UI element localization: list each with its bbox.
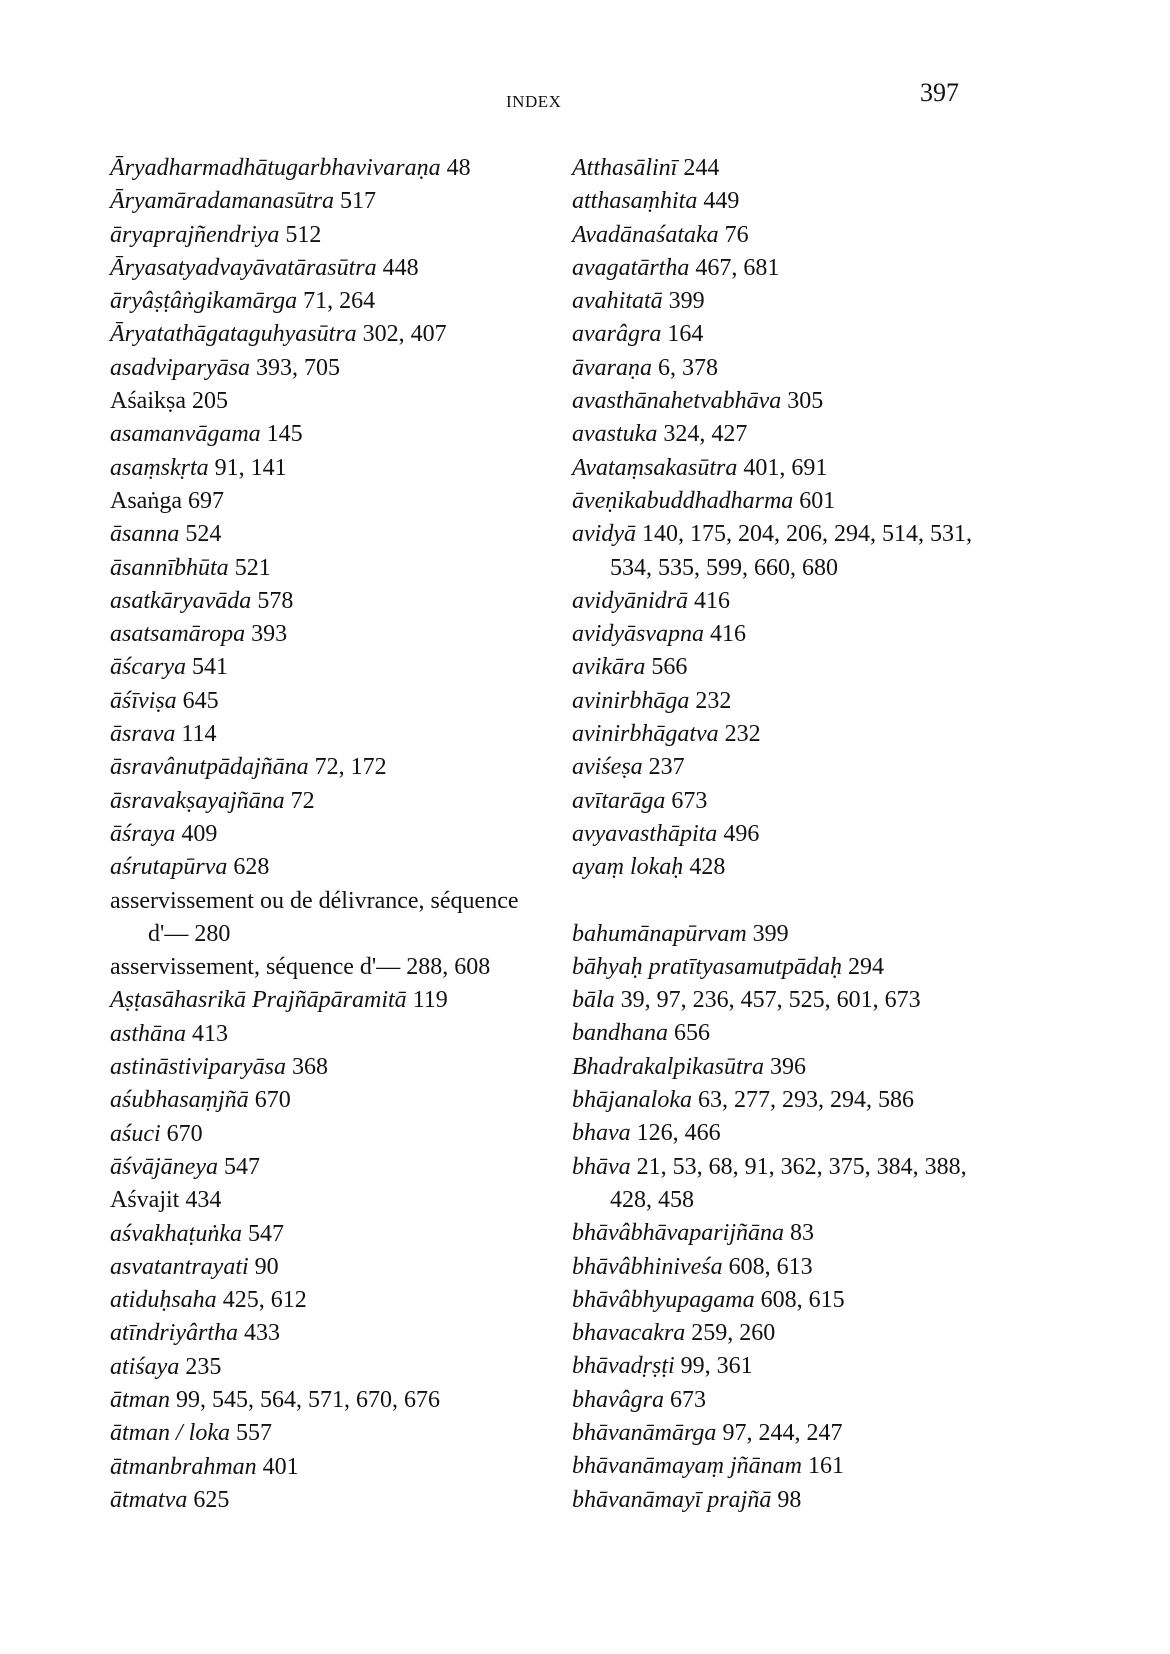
index-entry xyxy=(110,552,530,585)
index-entry xyxy=(110,651,530,684)
index-term: avagatārtha xyxy=(572,254,690,281)
index-entry xyxy=(110,984,530,1017)
index-term: āryâṣṭâṅgikamārga xyxy=(110,288,298,315)
page-refs: 578 xyxy=(257,587,294,614)
page-refs: 547 xyxy=(247,1220,284,1247)
index-entry xyxy=(572,818,992,851)
page-refs: 393 xyxy=(251,621,288,648)
page-refs: 625 xyxy=(193,1486,230,1513)
page-refs: 673 xyxy=(671,787,708,814)
index-entry xyxy=(572,185,992,218)
index-term: āveṇikabuddhadharma xyxy=(572,487,794,514)
index-term: Aṣṭasāhasrikā Prajñāpāramitā xyxy=(110,987,407,1014)
index-entry xyxy=(110,885,530,952)
index-entry xyxy=(572,1251,992,1284)
index-entry xyxy=(110,518,530,551)
index-term: āsravakṣayajñāna xyxy=(110,787,285,814)
index-entry xyxy=(110,1351,530,1384)
index-term: avinirbhāgatva xyxy=(572,721,719,748)
page-refs: 697 xyxy=(187,487,224,514)
index-term: bhāvâbhāvaparijñāna xyxy=(572,1220,784,1247)
index-term: aśubhasaṃjñā xyxy=(110,1087,249,1114)
index-entry xyxy=(110,318,530,351)
index-term: āsannībhūta xyxy=(110,554,229,581)
index-entry xyxy=(110,285,530,318)
index-entry xyxy=(110,185,530,218)
index-term: ayaṃ lokaḥ xyxy=(572,854,684,881)
index-entry xyxy=(572,152,992,185)
index-term: bhava xyxy=(572,1120,631,1147)
index-term: avyavasthāpita xyxy=(572,820,718,847)
index-term: ātman xyxy=(110,1386,170,1413)
index-term: asatsamāropa xyxy=(110,621,246,648)
index-entry xyxy=(572,452,992,485)
index-entry xyxy=(572,1051,992,1084)
index-entry xyxy=(110,352,530,385)
page-refs: 21, 53, 68, 91, 362, 375, 384, 388, 428, 458 xyxy=(610,1153,967,1213)
index-entry xyxy=(572,418,992,451)
index-entry xyxy=(110,252,530,285)
index-term: bhāvanāmārga xyxy=(572,1419,717,1446)
index-term: atiśaya xyxy=(110,1353,180,1380)
index-entry xyxy=(110,618,530,651)
page-refs: 99, 545, 564, 571, 670, 676 xyxy=(176,1386,440,1413)
index-term: bāla xyxy=(572,987,615,1014)
index-entry xyxy=(572,585,992,618)
index-term: āścarya xyxy=(110,654,186,681)
page-number: 397 xyxy=(920,78,959,107)
index-term: Atthasālinī xyxy=(572,155,678,181)
index-term: bhāvanāmayī prajñā xyxy=(572,1486,772,1513)
index-term: asamanvāgama xyxy=(110,421,261,448)
page-refs: 467, 681 xyxy=(695,254,780,281)
page-refs: 91, 141 xyxy=(214,454,287,481)
page-refs: 6, 378 xyxy=(658,354,718,381)
page-refs: 601 xyxy=(799,487,836,514)
index-entry xyxy=(572,1084,992,1117)
index-term: Aśvajit xyxy=(110,1187,180,1214)
index-entry xyxy=(572,1151,992,1218)
page-refs: 608, 615 xyxy=(760,1286,845,1313)
index-term: Āryadharmadhātugarbhavivaraṇa xyxy=(110,155,441,181)
page-refs: 448 xyxy=(382,254,419,281)
page-refs: 521 xyxy=(234,554,271,581)
page-refs: 416 xyxy=(709,621,746,648)
index-entry xyxy=(110,1118,530,1151)
index-term: bhavâgra xyxy=(572,1386,664,1413)
index-column-right xyxy=(572,152,992,1517)
index-term: asaṃskṛta xyxy=(110,454,209,481)
index-entry xyxy=(110,1251,530,1284)
index-term: Āryasatyadvayāvatārasūtra xyxy=(110,254,377,281)
index-entry xyxy=(572,219,992,252)
index-entry xyxy=(110,152,530,185)
index-term: ātman / loka xyxy=(110,1420,230,1447)
index-term: bhāvanāmayaṃ jñānam xyxy=(572,1453,802,1480)
index-entry xyxy=(110,1484,530,1517)
index-entry xyxy=(110,219,530,252)
page-refs: 145 xyxy=(266,421,303,448)
index-entry xyxy=(572,518,992,585)
index-entry xyxy=(110,1018,530,1051)
running-head: INDEX xyxy=(506,92,562,111)
index-entry xyxy=(110,385,530,418)
page-refs: 98 xyxy=(777,1486,802,1513)
index-term: Aśaikṣa xyxy=(110,388,186,415)
index-term: Āryatathāgataguhyasūtra xyxy=(110,321,357,348)
page-refs: 324, 427 xyxy=(663,421,748,448)
page-refs: 119 xyxy=(412,987,448,1014)
index-term: bhāvâbhiniveśa xyxy=(572,1253,723,1280)
page-refs: 368 xyxy=(292,1054,329,1081)
page-refs: 670 xyxy=(254,1087,291,1114)
page-refs: 72 xyxy=(290,787,315,814)
index-entry xyxy=(110,1184,530,1217)
index-entry xyxy=(572,751,992,784)
index-term: ātmanbrahman xyxy=(110,1453,257,1480)
page-refs: 232 xyxy=(695,687,732,714)
index-entry xyxy=(572,918,992,951)
page-refs: 512 xyxy=(285,221,322,248)
index-term: avahitatā xyxy=(572,288,663,315)
page-refs: 302, 407 xyxy=(362,321,447,348)
index-entry xyxy=(572,984,992,1017)
index-term: avidyānidrā xyxy=(572,587,688,614)
index-term: astināstiviparyāsa xyxy=(110,1054,287,1081)
page-refs: 76 xyxy=(724,221,749,248)
index-entry xyxy=(572,1384,992,1417)
page-refs: 235 xyxy=(185,1353,222,1380)
index-term: aśrutapūrva xyxy=(110,854,228,881)
index-entry xyxy=(572,685,992,718)
index-term: avastuka xyxy=(572,421,658,448)
page-refs: 547 xyxy=(223,1153,260,1180)
index-entry xyxy=(110,1317,530,1350)
index-entry xyxy=(572,1450,992,1483)
index-term: bahumānapūrvam xyxy=(572,920,747,947)
index-term: Āryamāradamanasūtra xyxy=(110,188,335,215)
index-term: āsanna xyxy=(110,521,180,548)
index-entry xyxy=(572,718,992,751)
page-refs: 48 xyxy=(446,155,471,181)
index-entry xyxy=(572,1117,992,1150)
index-term: Asaṅga xyxy=(110,487,182,514)
index-entry xyxy=(110,1417,530,1450)
page-refs: 83 xyxy=(789,1220,814,1247)
page-refs: 541 xyxy=(191,654,228,681)
page-refs: 72, 172 xyxy=(314,754,387,781)
page-refs: 645 xyxy=(182,687,219,714)
index-term: aśuci xyxy=(110,1120,161,1147)
page-refs: 140, 175, 204, 206, 294, 514, 531, 534, 535, 599, 660, 680 xyxy=(610,521,972,581)
index-term: āvaraṇa xyxy=(572,354,652,381)
index-entry xyxy=(110,1284,530,1317)
index-term: bhāvadṛṣṭi xyxy=(572,1353,675,1380)
index-entry xyxy=(572,252,992,285)
page-refs: 288, 608 xyxy=(406,954,491,981)
page-refs: 97, 244, 247 xyxy=(722,1419,843,1446)
index-entry xyxy=(110,785,530,818)
page-refs: 425, 612 xyxy=(222,1287,307,1314)
index-entry xyxy=(110,818,530,851)
index-term: ātmatva xyxy=(110,1486,188,1513)
page-refs: 280 xyxy=(194,920,231,947)
index-term: asvatantrayati xyxy=(110,1253,249,1280)
page-refs: 524 xyxy=(185,521,222,548)
index-term: asservissement, séquence d'— xyxy=(110,954,401,981)
page-refs: 399 xyxy=(752,920,789,947)
index-term: āsrava xyxy=(110,721,176,748)
index-entry xyxy=(572,618,992,651)
index-entry xyxy=(110,585,530,618)
page-refs: 557 xyxy=(236,1420,272,1447)
page-refs: 428 xyxy=(689,854,726,881)
index-entry xyxy=(572,1417,992,1450)
page-refs: 628 xyxy=(233,854,270,881)
index-term: bāhyaḥ pratītyasamutpādaḥ xyxy=(572,953,842,980)
index-entry xyxy=(572,1350,992,1383)
page-refs: 294 xyxy=(848,953,884,980)
index-entry xyxy=(110,1451,530,1484)
index-term: avasthānahetvabhāva xyxy=(572,388,782,415)
page-refs: 434 xyxy=(185,1187,222,1214)
page-refs: 232 xyxy=(724,721,761,748)
index-term: aśvakhaṭuṅka xyxy=(110,1220,242,1247)
index-term: avarâgra xyxy=(572,321,662,348)
index-column-left xyxy=(110,152,530,1517)
index-entry xyxy=(572,951,992,984)
index-term: asadviparyāsa xyxy=(110,354,250,381)
index-entry xyxy=(110,851,530,884)
page-refs: 114 xyxy=(181,721,217,748)
index-entry xyxy=(572,318,992,351)
page-refs: 161 xyxy=(807,1453,844,1480)
index-entry xyxy=(572,785,992,818)
index-entry xyxy=(572,1017,992,1050)
index-term: aviśeṣa xyxy=(572,754,643,781)
page-refs: 205 xyxy=(191,388,228,415)
index-entry xyxy=(110,418,530,451)
index-entry xyxy=(110,485,530,518)
index-term: avītarāga xyxy=(572,787,666,814)
page-refs: 496 xyxy=(723,820,760,847)
page-refs: 416 xyxy=(693,587,730,614)
page-refs: 517 xyxy=(340,188,377,215)
index-entry xyxy=(110,452,530,485)
page-refs: 433 xyxy=(244,1320,281,1347)
page-refs: 393, 705 xyxy=(256,354,340,381)
index-term: Bhadrakalpikasūtra xyxy=(572,1053,764,1080)
page-refs: 164 xyxy=(667,321,704,348)
page-refs: 566 xyxy=(651,654,688,681)
index-entry xyxy=(572,851,992,884)
index-term: atīndriyârtha xyxy=(110,1320,239,1347)
index-term: avikāra xyxy=(572,654,646,681)
index-entry xyxy=(110,951,530,984)
index-term: asservissement ou de délivrance, séquence d'— xyxy=(110,887,519,947)
index-entry xyxy=(572,352,992,385)
index-entry xyxy=(110,1084,530,1117)
page-refs: 71, 264 xyxy=(303,288,376,315)
index-term: bhāva xyxy=(572,1153,631,1180)
index-entry xyxy=(572,1484,992,1517)
index-term: atiduḥsaha xyxy=(110,1287,217,1314)
section-break xyxy=(572,885,992,918)
page-refs: 608, 613 xyxy=(728,1253,813,1280)
page-refs: 39, 97, 236, 457, 525, 601, 673 xyxy=(620,987,921,1014)
page-refs: 396 xyxy=(770,1053,806,1080)
page-refs: 413 xyxy=(192,1020,229,1047)
index-term: bhavacakra xyxy=(572,1320,686,1347)
index-entry xyxy=(572,651,992,684)
page-refs: 126, 466 xyxy=(636,1120,721,1147)
page-refs: 401 xyxy=(262,1453,299,1480)
index-term: bhājanaloka xyxy=(572,1087,692,1114)
index-entry xyxy=(110,1051,530,1084)
index-term: Avadānaśataka xyxy=(572,221,719,248)
index-term: avidyā xyxy=(572,521,636,548)
page-refs: 399 xyxy=(668,288,705,315)
page-refs: 90 xyxy=(254,1253,279,1280)
index-term: āśīviṣa xyxy=(110,687,177,714)
index-entry xyxy=(572,1317,992,1350)
index-term: Avataṃsakasūtra xyxy=(572,454,738,481)
index-entry xyxy=(110,718,530,751)
page-refs: 673 xyxy=(670,1386,706,1413)
index-term: āśvājāneya xyxy=(110,1153,218,1180)
page-refs: 305 xyxy=(787,388,824,415)
index-entry xyxy=(110,685,530,718)
page-refs: 409 xyxy=(181,820,218,847)
index-term: atthasaṃhita xyxy=(572,188,698,215)
page-refs: 449 xyxy=(703,188,740,215)
index-entry xyxy=(572,1284,992,1317)
index-term: avidyāsvapna xyxy=(572,621,704,648)
index-entry xyxy=(572,485,992,518)
page-refs: 63, 277, 293, 294, 586 xyxy=(698,1087,914,1114)
index-term: asthāna xyxy=(110,1020,187,1047)
page-refs: 401, 691 xyxy=(743,454,828,481)
index-term: asatkāryavāda xyxy=(110,587,252,614)
index-entry xyxy=(572,385,992,418)
page-refs: 656 xyxy=(674,1020,710,1047)
index-term: avinirbhāga xyxy=(572,687,690,714)
page-refs: 237 xyxy=(648,754,685,781)
page-refs: 244 xyxy=(683,155,720,181)
index-term: āśraya xyxy=(110,820,176,847)
index-entry xyxy=(110,1384,530,1417)
index-entry xyxy=(110,751,530,784)
index-term: bhāvâbhyupagama xyxy=(572,1286,755,1313)
page-refs: 259, 260 xyxy=(691,1320,776,1347)
index-entry xyxy=(572,1217,992,1250)
index-entry xyxy=(572,285,992,318)
page-refs: 670 xyxy=(166,1120,203,1147)
index-term: āsravânutpādajñāna xyxy=(110,754,309,781)
index-term: āryaprajñendriya xyxy=(110,221,280,248)
index-entry xyxy=(110,1218,530,1251)
index-entry xyxy=(110,1151,530,1184)
page-refs: 99, 361 xyxy=(680,1353,753,1380)
index-term: bandhana xyxy=(572,1020,668,1047)
